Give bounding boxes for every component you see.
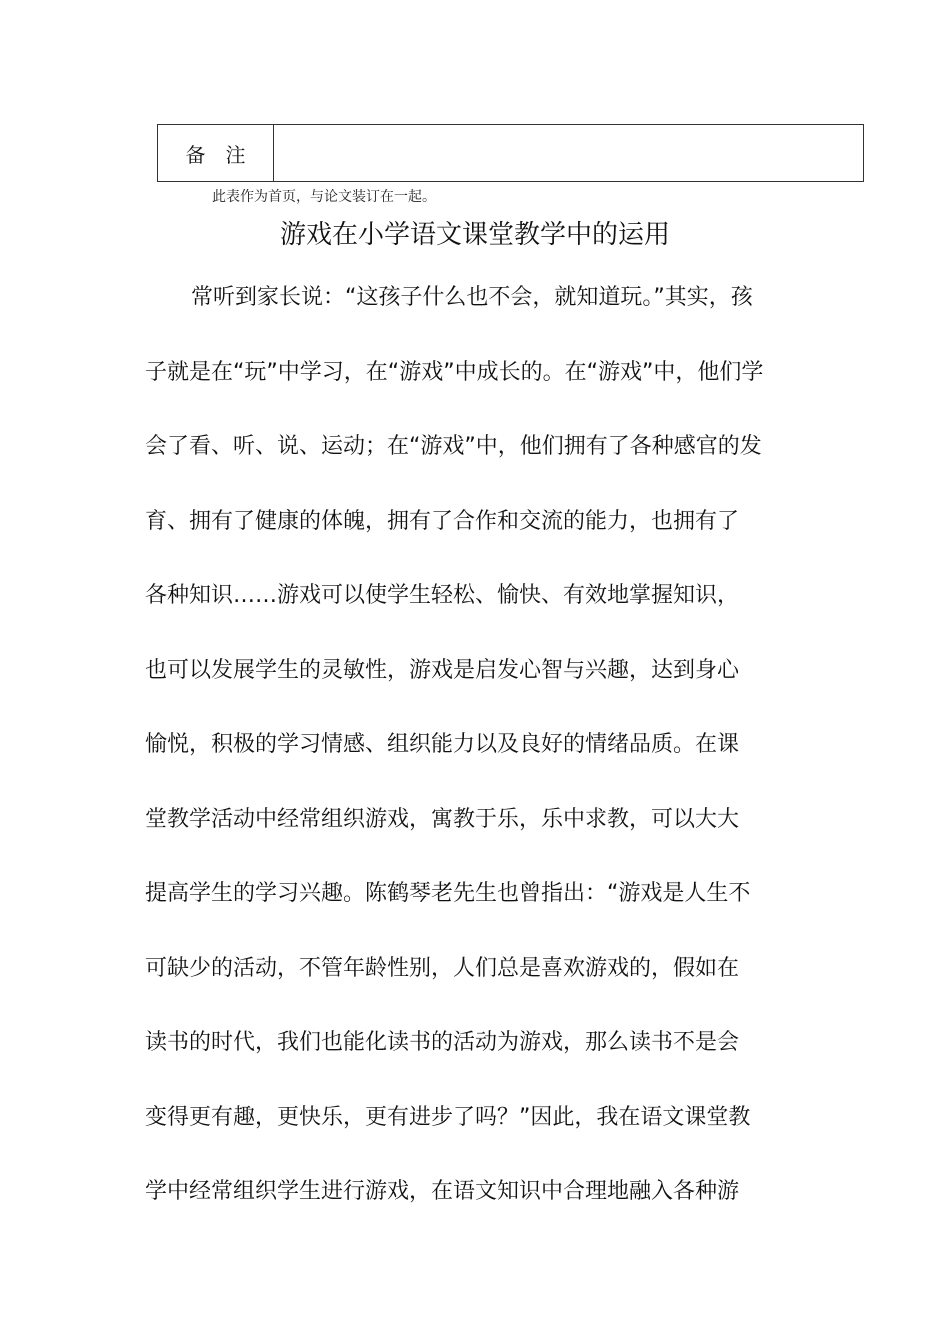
body-line: 育、拥有了健康的体魄，拥有了合作和交流的能力，也拥有了 (145, 508, 740, 534)
body-line: 可缺少的活动，不管年龄性别，人们总是喜欢游戏的，假如在 (145, 955, 740, 981)
body-line: 会了看、听、说、运动；在“游戏”中，他们拥有了各种感官的发 (145, 434, 762, 459)
body-line: 读书的时代，我们也能化读书的活动为游戏，那么读书不是会 (145, 1030, 740, 1055)
body-paragraph (145, 281, 815, 1250)
body-line: 变得更有趣，更快乐，更有进步了吗？”因此，我在语文课堂教 (145, 1104, 751, 1130)
body-line: 子就是在“玩”中学习，在“游戏”中成长的。在“游戏”中，他们学 (145, 359, 764, 385)
body-line: 学中经常组织学生进行游戏，在语文知识中合理地融入各种游 (145, 1179, 740, 1204)
body-line: 也可以发展学生的灵敏性，游戏是启发心智与兴趣，达到身心 (145, 657, 740, 683)
body-line: 提高学生的学习兴趣。陈鹤琴老先生也曾指出：“游戏是人生不 (145, 881, 751, 906)
body-line: 各种知识……游戏可以使学生轻松、愉快、有效地掌握知识， (145, 583, 740, 608)
body-line: 愉悦，积极的学习情感、组织能力以及良好的情绪品质。在课 (145, 732, 740, 757)
remarks-value (274, 125, 863, 181)
remarks-label: 备 注 (158, 125, 274, 181)
body-line: 常听到家长说：“这孩子什么也不会，就知道玩。”其实，孩 (191, 285, 753, 310)
body-line: 堂教学活动中经常组织游戏，寓教于乐，乐中求教，可以大大 (145, 806, 740, 832)
table-note: 此表作为首页，与论文装订在一起。 (212, 189, 436, 205)
remarks-table (157, 124, 864, 182)
document-title: 游戏在小学语文课堂教学中的运用 (279, 220, 670, 250)
